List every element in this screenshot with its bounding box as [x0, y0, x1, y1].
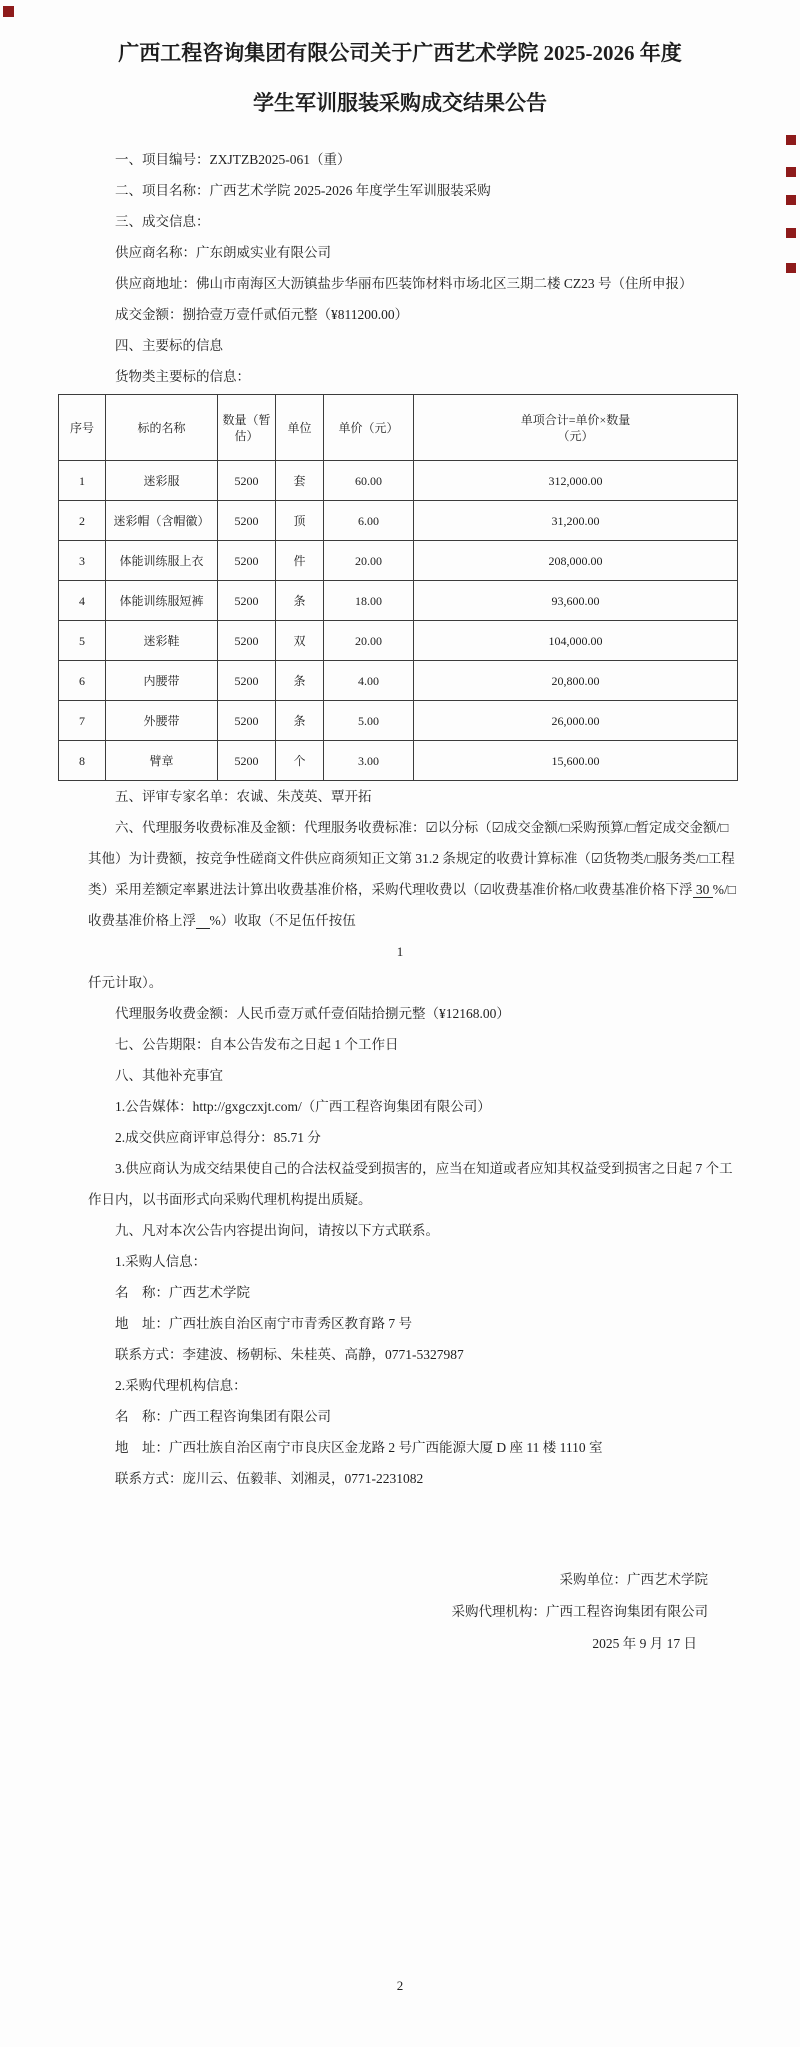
document-title: [0, 0, 800, 128]
cell-item: 体能训练服上衣: [106, 541, 218, 581]
table-row: [59, 741, 738, 781]
cell-price: 4.00: [324, 661, 414, 701]
cell-item: 体能训练服短裤: [106, 581, 218, 621]
table-header-row: [59, 395, 738, 461]
para-fee-standard: [88, 812, 740, 936]
cell-item: 内腰带: [106, 661, 218, 701]
para-announcement-period: 七、公告期限：自本公告发布之日起 1 个工作日: [115, 1037, 399, 1052]
cell-item: 迷彩鞋: [106, 621, 218, 661]
fee-discount-value: 30: [692, 882, 713, 897]
fee-markup-blank: [196, 913, 210, 929]
revision-marker: [786, 263, 796, 273]
para-contact-heading: 九、凡对本次公告内容提出询问，请按以下方式联系。: [115, 1223, 439, 1238]
para-buyer-name: 名 称：广西艺术学院: [115, 1285, 250, 1300]
para-agency-address: 地 址：广西壮族自治区南宁市良庆区金龙路 2 号广西能源大厦 D 座 11 楼 1110 室: [115, 1440, 603, 1455]
cell-unit: 双: [276, 621, 324, 661]
cell-index: 1: [59, 461, 106, 501]
cell-index: 7: [59, 701, 106, 741]
signature-buyer: 采购单位：广西艺术学院: [559, 1572, 708, 1587]
col-header-unit: 单位: [276, 395, 324, 461]
table-row: [59, 581, 738, 621]
cell-qty: 5200: [218, 461, 276, 501]
cell-index: 6: [59, 661, 106, 701]
cell-unit: 顶: [276, 501, 324, 541]
table-row: [59, 701, 738, 741]
para-buyer-address: 地 址：广西壮族自治区南宁市青秀区教育路 7 号: [115, 1316, 412, 1331]
announcement-url: http://gxgczxjt.com/: [192, 1099, 302, 1114]
cell-qty: 5200: [218, 741, 276, 781]
col-header-price: 单价（元）: [324, 395, 414, 461]
cell-qty: 5200: [218, 621, 276, 661]
cell-qty: 5200: [218, 581, 276, 621]
revision-marker: [786, 167, 796, 177]
signature-agency: 采购代理机构：广西工程咨询集团有限公司: [451, 1604, 708, 1619]
cell-total: 93,600.00: [414, 581, 738, 621]
revision-marker: [786, 135, 796, 145]
table-row: [59, 501, 738, 541]
document-body: [69, 144, 740, 1660]
para-agency-heading: 2.采购代理机构信息：: [115, 1378, 247, 1393]
para-agency-fee-amount: 代理服务收费金额：人民币壹万贰仟壹佰陆拾捌元整（¥12168.00）: [115, 1006, 510, 1021]
para-dispute-notice: 3.供应商认为成交结果使自己的合法权益受到损害的，应当在知道或者应知其权益受到损害之日起 7 个工作日内，以书面形式向采购代理机构提出质疑。: [88, 1161, 733, 1207]
fee-standard-text-b: %/□收费基准价格上浮: [88, 882, 736, 928]
cell-qty: 5200: [218, 501, 276, 541]
cell-unit: 条: [276, 661, 324, 701]
col-header-item: 标的名称: [106, 395, 218, 461]
cell-price: 60.00: [324, 461, 414, 501]
page-number-2: 2: [396, 1978, 404, 1993]
cell-item: 臂章: [106, 741, 218, 781]
cell-unit: 件: [276, 541, 324, 581]
cell-total: 26,000.00: [414, 701, 738, 741]
para-supplier-address: 供应商地址：佛山市南海区大沥镇盐步华丽布匹装饰材料市场北区三期二楼 CZ23 号（住所申报）: [115, 276, 693, 291]
cell-index: 4: [59, 581, 106, 621]
para-main-subject-heading: 四、主要标的信息: [115, 338, 223, 353]
media-label: 1.公告媒体：: [115, 1099, 193, 1114]
goods-table: [58, 394, 738, 781]
cell-price: 3.00: [324, 741, 414, 781]
fee-standard-text-c: %）收取（不足伍仟按伍: [209, 913, 356, 928]
cell-index: 3: [59, 541, 106, 581]
media-suffix: （广西工程咨询集团有限公司）: [301, 1099, 491, 1114]
cell-unit: 条: [276, 701, 324, 741]
cell-qty: 5200: [218, 701, 276, 741]
para-project-number: 一、项目编号：ZXJTZB2025-061（重）: [115, 152, 351, 167]
col-header-total-line1: 单项合计=单价×数量: [520, 412, 631, 427]
cell-qty: 5200: [218, 661, 276, 701]
cell-total: 20,800.00: [414, 661, 738, 701]
cell-index: 8: [59, 741, 106, 781]
cell-item: 迷彩服: [106, 461, 218, 501]
fee-standard-text-a: 六、代理服务收费标准及金额：代理服务收费标准：☑以分标（☑成交金额/□采购预算/□暂定成交金额/□其他）为计费额，按竞争性磋商文件供应商须知正文第 31.2 条规定的收费计算标准（☑货物类/□服务类/□工程类）采用差额定率累进法计算出收费基准价格，采购代理收费以（☑收费基准价格/□收费基准价格下浮: [88, 820, 735, 897]
cell-total: 15,600.00: [414, 741, 738, 781]
col-header-qty: 数量（暂估）: [218, 395, 276, 461]
revision-marker: [786, 195, 796, 205]
cell-total: 104,000.00: [414, 621, 738, 661]
cell-total: 312,000.00: [414, 461, 738, 501]
cell-price: 20.00: [324, 541, 414, 581]
goods-table-wrapper: [58, 394, 740, 781]
cell-unit: 条: [276, 581, 324, 621]
signature-date: 2025 年 9 月 17 日: [592, 1636, 697, 1651]
table-row: [59, 661, 738, 701]
para-deal-info-heading: 三、成交信息：: [115, 214, 210, 229]
cell-index: 2: [59, 501, 106, 541]
table-row: [59, 541, 738, 581]
cell-index: 5: [59, 621, 106, 661]
para-experts: 五、评审专家名单：农诚、朱茂英、覃开拓: [115, 789, 372, 804]
cell-total: 208,000.00: [414, 541, 738, 581]
cell-item: 迷彩帽（含帽徽）: [106, 501, 218, 541]
col-header-total: [414, 395, 738, 461]
para-agency-contact: 联系方式：庞川云、伍毅菲、刘湘灵，0771-2231082: [115, 1471, 424, 1486]
cell-price: 18.00: [324, 581, 414, 621]
cell-price: 6.00: [324, 501, 414, 541]
cell-unit: 个: [276, 741, 324, 781]
col-header-total-line2: （元）: [557, 428, 594, 443]
page-number-1: 1: [396, 944, 404, 959]
col-header-index: 序号: [59, 395, 106, 461]
para-agency-name: 名 称：广西工程咨询集团有限公司: [115, 1409, 331, 1424]
table-row: [59, 461, 738, 501]
para-supplier-name: 供应商名称：广东朗威实业有限公司: [115, 245, 331, 260]
para-goods-info-label: 货物类主要标的信息：: [115, 369, 250, 384]
table-row: [59, 621, 738, 661]
cell-price: 5.00: [324, 701, 414, 741]
para-review-score: 2.成交供应商评审总得分：85.71 分: [115, 1130, 321, 1145]
title-line-2: 学生军训服装采购成交结果公告: [253, 91, 547, 115]
signature-block: [88, 1564, 740, 1660]
cell-price: 20.00: [324, 621, 414, 661]
para-announcement-media: [88, 1091, 740, 1122]
revision-marker: [3, 6, 14, 17]
title-line-1: 广西工程咨询集团有限公司关于广西艺术学院 2025-2026 年度: [118, 41, 682, 65]
revision-marker: [786, 228, 796, 238]
para-fee-standard-tail: 仟元计取）。: [88, 975, 163, 990]
cell-unit: 套: [276, 461, 324, 501]
para-buyer-heading: 1.采购人信息：: [115, 1254, 207, 1269]
para-buyer-contact: 联系方式：李建波、杨朝标、朱桂英、高静，0771-5327987: [115, 1347, 464, 1362]
para-deal-amount: 成交金额：捌拾壹万壹仟贰佰元整（¥811200.00）: [115, 307, 409, 322]
cell-qty: 5200: [218, 541, 276, 581]
para-other-heading: 八、其他补充事宜: [115, 1068, 223, 1083]
para-project-name: 二、项目名称：广西艺术学院 2025-2026 年度学生军训服装采购: [115, 183, 491, 198]
cell-item: 外腰带: [106, 701, 218, 741]
cell-total: 31,200.00: [414, 501, 738, 541]
